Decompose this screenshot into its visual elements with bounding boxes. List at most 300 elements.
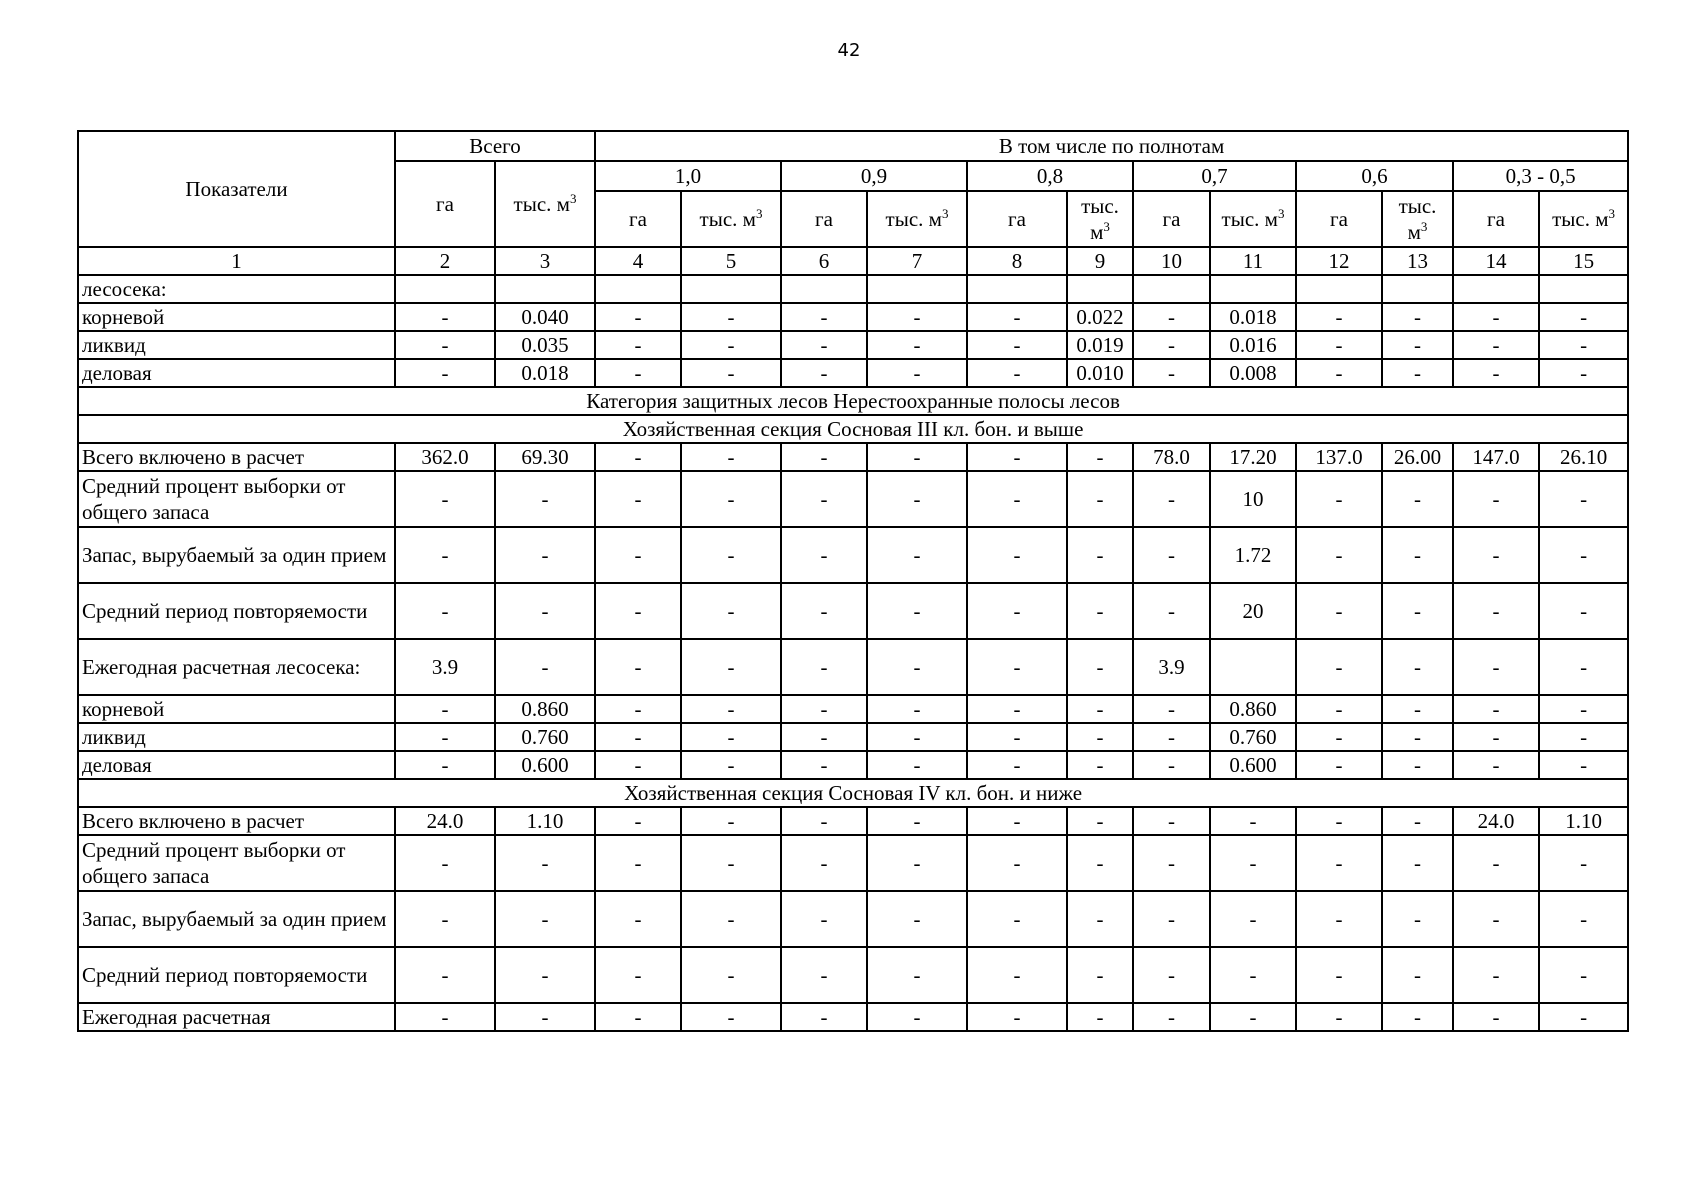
- table-cell: -: [1453, 947, 1539, 1003]
- table-cell: -: [781, 835, 867, 891]
- header-ha: га: [1296, 191, 1382, 247]
- table-cell: -: [1067, 947, 1133, 1003]
- table-cell: -: [1067, 695, 1133, 723]
- column-numbers-row: [78, 247, 1628, 275]
- table-cell: -: [1539, 947, 1628, 1003]
- table-cell: -: [967, 751, 1067, 779]
- table-cell: -: [681, 751, 781, 779]
- table-cell: 3.9: [1133, 639, 1210, 695]
- table-cell: 0.860: [495, 695, 595, 723]
- header-total-ha: га: [395, 161, 495, 247]
- table-cell: 17.20: [1210, 443, 1296, 471]
- table-cell: -: [781, 807, 867, 835]
- table-cell: -: [1133, 359, 1210, 387]
- table-cell: -: [1067, 471, 1133, 527]
- header-total-volume: тыс. $м^3$: [495, 161, 595, 247]
- table-cell: -: [1382, 583, 1453, 639]
- table-cell: -: [1296, 751, 1382, 779]
- table-cell: -: [1210, 807, 1296, 835]
- table-cell: -: [1453, 835, 1539, 891]
- table-cell: -: [1133, 723, 1210, 751]
- row-label: лесосека:: [78, 275, 395, 303]
- table-cell: -: [395, 303, 495, 331]
- column-number: 5: [681, 247, 781, 275]
- table-row: [78, 359, 1628, 387]
- table-cell: 26.00: [1382, 443, 1453, 471]
- table-cell: -: [1382, 331, 1453, 359]
- table-cell: -: [1067, 723, 1133, 751]
- table-cell: -: [681, 471, 781, 527]
- table-row: [78, 947, 1628, 1003]
- table-cell: -: [1296, 947, 1382, 1003]
- table-cell: -: [1296, 303, 1382, 331]
- header-volume: тыс. $м^3$: [681, 191, 781, 247]
- section-title-row: [78, 415, 1628, 443]
- table-cell: -: [1453, 695, 1539, 723]
- table-cell: -: [967, 443, 1067, 471]
- table-row: [78, 751, 1628, 779]
- table-row: [78, 1003, 1628, 1031]
- table-cell: -: [1453, 723, 1539, 751]
- table-cell: -: [595, 891, 681, 947]
- table-row: [78, 583, 1628, 639]
- table-cell: [1382, 275, 1453, 303]
- row-label: деловая: [78, 359, 395, 387]
- table-cell: -: [781, 331, 867, 359]
- table-cell: -: [867, 947, 967, 1003]
- table-cell: -: [595, 583, 681, 639]
- table-cell: -: [867, 359, 967, 387]
- table-cell: 1.72: [1210, 527, 1296, 583]
- table-cell: -: [1382, 1003, 1453, 1031]
- table-cell: -: [781, 1003, 867, 1031]
- table-cell: 137.0: [1296, 443, 1382, 471]
- table-cell: -: [1382, 695, 1453, 723]
- table-cell: -: [595, 1003, 681, 1031]
- row-label: Средний период повторяемости: [78, 583, 395, 639]
- table-row: [78, 835, 1628, 891]
- table-cell: -: [1067, 639, 1133, 695]
- table-cell: -: [495, 947, 595, 1003]
- table-cell: 69.30: [495, 443, 595, 471]
- table-cell: -: [1133, 1003, 1210, 1031]
- table-cell: 362.0: [395, 443, 495, 471]
- table-cell: 0.760: [495, 723, 595, 751]
- table-cell: -: [395, 331, 495, 359]
- table-cell: -: [595, 527, 681, 583]
- table-cell: -: [1453, 751, 1539, 779]
- table-cell: -: [1296, 1003, 1382, 1031]
- column-number: 11: [1210, 247, 1296, 275]
- table-cell: -: [595, 695, 681, 723]
- header-ha: га: [967, 191, 1067, 247]
- table-cell: -: [1539, 639, 1628, 695]
- row-label: Ежегодная расчетная: [78, 1003, 395, 1031]
- table-cell: -: [681, 359, 781, 387]
- table-row: [78, 275, 1628, 303]
- table-cell: -: [681, 835, 781, 891]
- table-cell: -: [781, 527, 867, 583]
- table-cell: -: [967, 639, 1067, 695]
- table-cell: -: [781, 723, 867, 751]
- table-cell: -: [1539, 471, 1628, 527]
- table-cell: -: [1539, 303, 1628, 331]
- table-cell: -: [1382, 359, 1453, 387]
- table-cell: 0.860: [1210, 695, 1296, 723]
- table-cell: -: [595, 835, 681, 891]
- table-cell: -: [967, 1003, 1067, 1031]
- row-label: Ежегодная расчетная лесосека:: [78, 639, 395, 695]
- table-cell: -: [967, 471, 1067, 527]
- table-cell: -: [1296, 723, 1382, 751]
- table-cell: -: [967, 891, 1067, 947]
- table-cell: -: [1133, 583, 1210, 639]
- table-cell: -: [1067, 583, 1133, 639]
- table-cell: -: [967, 527, 1067, 583]
- row-label: ликвид: [78, 723, 395, 751]
- table-cell: 1.10: [1539, 807, 1628, 835]
- table-cell: -: [1133, 947, 1210, 1003]
- header-ha: га: [1453, 191, 1539, 247]
- table-cell: -: [395, 1003, 495, 1031]
- table-cell: 10: [1210, 471, 1296, 527]
- table-cell: -: [1382, 891, 1453, 947]
- table-cell: -: [1210, 947, 1296, 1003]
- table-cell: -: [867, 331, 967, 359]
- table-cell: -: [867, 695, 967, 723]
- table-cell: -: [781, 583, 867, 639]
- table-cell: -: [967, 807, 1067, 835]
- row-label: Всего включено в расчет: [78, 807, 395, 835]
- table-cell: -: [495, 1003, 595, 1031]
- table-cell: 3.9: [395, 639, 495, 695]
- table-cell: -: [1453, 359, 1539, 387]
- table-cell: -: [595, 471, 681, 527]
- table-cell: -: [1296, 695, 1382, 723]
- table-cell: -: [1133, 807, 1210, 835]
- table-cell: -: [681, 639, 781, 695]
- table-cell: -: [1539, 331, 1628, 359]
- table-cell: -: [595, 947, 681, 1003]
- table-cell: -: [867, 583, 967, 639]
- table-cell: -: [1067, 443, 1133, 471]
- table-cell: -: [681, 1003, 781, 1031]
- header-volume-wrapped: тыс. $м^3$: [1067, 191, 1133, 247]
- table-cell: -: [495, 835, 595, 891]
- table-cell: -: [781, 471, 867, 527]
- table-cell: -: [595, 639, 681, 695]
- table-cell: -: [1296, 471, 1382, 527]
- table-cell: [681, 275, 781, 303]
- table-cell: [967, 275, 1067, 303]
- table-cell: -: [867, 807, 967, 835]
- column-number: 13: [1382, 247, 1453, 275]
- row-label: Средний период повторяемости: [78, 947, 395, 1003]
- header-indicators: Показатели: [78, 131, 395, 247]
- table-cell: 78.0: [1133, 443, 1210, 471]
- row-label: ликвид: [78, 331, 395, 359]
- table-cell: [1296, 275, 1382, 303]
- header-ha: га: [1133, 191, 1210, 247]
- table-cell: -: [1296, 331, 1382, 359]
- table-cell: [395, 275, 495, 303]
- table-cell: [1210, 275, 1296, 303]
- table-cell: -: [395, 751, 495, 779]
- table-cell: -: [867, 527, 967, 583]
- table-cell: -: [1453, 527, 1539, 583]
- header-total: Всего: [395, 131, 595, 161]
- table-cell: -: [395, 583, 495, 639]
- category-title: Категория защитных лесов Нерестоохранные полосы лесов: [78, 387, 1628, 415]
- table-cell: [867, 275, 967, 303]
- table-cell: -: [1296, 359, 1382, 387]
- table-cell: -: [1382, 807, 1453, 835]
- table-cell: -: [781, 947, 867, 1003]
- table-cell: -: [1453, 303, 1539, 331]
- table-cell: 20: [1210, 583, 1296, 639]
- table-cell: -: [1539, 835, 1628, 891]
- table-row: [78, 527, 1628, 583]
- table-cell: -: [1296, 527, 1382, 583]
- table-cell: -: [1382, 303, 1453, 331]
- table-cell: [495, 275, 595, 303]
- table-cell: -: [1133, 527, 1210, 583]
- table-cell: -: [781, 359, 867, 387]
- table-cell: -: [1067, 835, 1133, 891]
- header-density-0-7: 0,7: [1133, 161, 1296, 191]
- table-cell: -: [595, 303, 681, 331]
- table-cell: -: [495, 639, 595, 695]
- table-cell: -: [1382, 947, 1453, 1003]
- table-cell: -: [1210, 1003, 1296, 1031]
- table-cell: 0.019: [1067, 331, 1133, 359]
- row-label: Всего включено в расчет: [78, 443, 395, 471]
- table-cell: -: [867, 471, 967, 527]
- header-density-0-9: 0,9: [781, 161, 967, 191]
- table-row: [78, 723, 1628, 751]
- category-title-row: [78, 387, 1628, 415]
- table-cell: -: [1133, 303, 1210, 331]
- column-number: 10: [1133, 247, 1210, 275]
- table-cell: -: [1296, 891, 1382, 947]
- table-row: [78, 303, 1628, 331]
- table-cell: -: [1296, 639, 1382, 695]
- table-cell: -: [681, 527, 781, 583]
- table-cell: -: [681, 583, 781, 639]
- table-cell: 1.10: [495, 807, 595, 835]
- table-cell: -: [1539, 359, 1628, 387]
- table-cell: -: [1382, 723, 1453, 751]
- table-cell: -: [1382, 527, 1453, 583]
- column-number: 2: [395, 247, 495, 275]
- table-cell: -: [967, 303, 1067, 331]
- table-row: [78, 639, 1628, 695]
- table-cell: -: [395, 527, 495, 583]
- table-cell: -: [1133, 835, 1210, 891]
- column-number: 12: [1296, 247, 1382, 275]
- table-cell: -: [1296, 807, 1382, 835]
- table-cell: -: [681, 443, 781, 471]
- table-cell: -: [681, 807, 781, 835]
- table-cell: -: [1539, 723, 1628, 751]
- table-cell: 147.0: [1453, 443, 1539, 471]
- table-cell: -: [867, 639, 967, 695]
- table-cell: -: [495, 527, 595, 583]
- table-cell: -: [1453, 891, 1539, 947]
- table-cell: 0.600: [1210, 751, 1296, 779]
- table-cell: -: [1067, 751, 1133, 779]
- table-cell: -: [867, 303, 967, 331]
- header-density-1-0: 1,0: [595, 161, 781, 191]
- table-cell: -: [595, 331, 681, 359]
- table-cell: -: [967, 947, 1067, 1003]
- table-cell: [1453, 275, 1539, 303]
- table-cell: 0.016: [1210, 331, 1296, 359]
- cutting-area-table: [77, 130, 1629, 1032]
- section-title-row: [78, 779, 1628, 807]
- table-cell: 0.760: [1210, 723, 1296, 751]
- table-cell: -: [1210, 835, 1296, 891]
- page-number: 42: [837, 40, 861, 61]
- column-number: 15: [1539, 247, 1628, 275]
- table-cell: -: [1210, 891, 1296, 947]
- table-cell: [595, 275, 681, 303]
- row-label: корневой: [78, 695, 395, 723]
- row-label: Запас, вырубаемый за один прием: [78, 527, 395, 583]
- table-cell: -: [1539, 583, 1628, 639]
- table-body: [78, 275, 1628, 1031]
- table-cell: -: [395, 891, 495, 947]
- table-cell: [1133, 275, 1210, 303]
- header-ha: га: [595, 191, 681, 247]
- table-cell: 0.018: [1210, 303, 1296, 331]
- table-cell: 0.040: [495, 303, 595, 331]
- column-number: 14: [1453, 247, 1539, 275]
- table-cell: -: [1296, 583, 1382, 639]
- table-cell: -: [681, 947, 781, 1003]
- table-cell: -: [495, 583, 595, 639]
- row-label: Средний процент выборки от общего запаса: [78, 471, 395, 527]
- table-cell: -: [1296, 835, 1382, 891]
- table-cell: 24.0: [1453, 807, 1539, 835]
- table-cell: [781, 275, 867, 303]
- table-row: [78, 443, 1628, 471]
- column-number: 9: [1067, 247, 1133, 275]
- table-cell: [1067, 275, 1133, 303]
- table-cell: -: [1453, 331, 1539, 359]
- table-cell: -: [1067, 1003, 1133, 1031]
- table-cell: -: [1382, 751, 1453, 779]
- table-cell: -: [1133, 695, 1210, 723]
- header-volume: тыс. $м^3$: [1210, 191, 1296, 247]
- table-cell: -: [867, 891, 967, 947]
- table-cell: -: [1539, 1003, 1628, 1031]
- table-cell: -: [781, 751, 867, 779]
- header-by-density: В том числе по полнотам: [595, 131, 1628, 161]
- table-cell: -: [867, 751, 967, 779]
- table-cell: -: [1382, 835, 1453, 891]
- table-cell: -: [967, 331, 1067, 359]
- row-label: Средний процент выборки от общего запаса: [78, 835, 395, 891]
- table-cell: -: [595, 723, 681, 751]
- table-cell: -: [1133, 751, 1210, 779]
- table-cell: -: [1453, 583, 1539, 639]
- table-cell: 26.10: [1539, 443, 1628, 471]
- table-cell: -: [1453, 639, 1539, 695]
- row-label: Запас, вырубаемый за один прием: [78, 891, 395, 947]
- table-cell: -: [1539, 751, 1628, 779]
- table-cell: -: [595, 359, 681, 387]
- table-row: [78, 695, 1628, 723]
- table-cell: -: [967, 695, 1067, 723]
- table-cell: -: [681, 331, 781, 359]
- table-cell: -: [781, 891, 867, 947]
- header-volume: тыс. $м^3$: [867, 191, 967, 247]
- header-density-0-8: 0,8: [967, 161, 1133, 191]
- table-cell: [1539, 275, 1628, 303]
- table-cell: -: [1539, 891, 1628, 947]
- table-cell: -: [1453, 1003, 1539, 1031]
- table-cell: -: [867, 443, 967, 471]
- table-cell: -: [867, 835, 967, 891]
- table-cell: -: [681, 695, 781, 723]
- table-cell: -: [967, 359, 1067, 387]
- section-title: Хозяйственная секция Сосновая IV кл. бон. и ниже: [78, 779, 1628, 807]
- header-density-0-6: 0,6: [1296, 161, 1453, 191]
- table-cell: -: [967, 723, 1067, 751]
- table-cell: -: [1382, 471, 1453, 527]
- table-cell: -: [1539, 527, 1628, 583]
- table-cell: -: [781, 443, 867, 471]
- table-header: [78, 131, 1628, 275]
- table-cell: -: [867, 1003, 967, 1031]
- table-cell: -: [681, 723, 781, 751]
- table-cell: 24.0: [395, 807, 495, 835]
- table-cell: -: [781, 695, 867, 723]
- table-cell: -: [395, 359, 495, 387]
- table-cell: -: [595, 751, 681, 779]
- table-row: [78, 471, 1628, 527]
- header-volume-wrapped: тыс. $м^3$: [1382, 191, 1453, 247]
- table-cell: -: [595, 443, 681, 471]
- row-label: корневой: [78, 303, 395, 331]
- table-row: [78, 807, 1628, 835]
- table-cell: -: [1133, 891, 1210, 947]
- table-cell: 0.018: [495, 359, 595, 387]
- table-cell: 0.010: [1067, 359, 1133, 387]
- table-cell: -: [1133, 331, 1210, 359]
- table-cell: -: [395, 471, 495, 527]
- table-cell: -: [1067, 807, 1133, 835]
- row-label: деловая: [78, 751, 395, 779]
- table-cell: -: [495, 471, 595, 527]
- table-cell: -: [1067, 527, 1133, 583]
- table-cell: -: [595, 807, 681, 835]
- table-cell: -: [1133, 471, 1210, 527]
- table-cell: 0.600: [495, 751, 595, 779]
- table-cell: -: [781, 639, 867, 695]
- table-cell: -: [395, 947, 495, 1003]
- table-row: [78, 891, 1628, 947]
- header-volume: тыс. $м^3$: [1539, 191, 1628, 247]
- table-cell: -: [1539, 695, 1628, 723]
- column-number: 8: [967, 247, 1067, 275]
- section-title: Хозяйственная секция Сосновая III кл. бон. и выше: [78, 415, 1628, 443]
- table-cell: -: [395, 723, 495, 751]
- column-number: 4: [595, 247, 681, 275]
- table-cell: -: [781, 303, 867, 331]
- table-cell: -: [395, 695, 495, 723]
